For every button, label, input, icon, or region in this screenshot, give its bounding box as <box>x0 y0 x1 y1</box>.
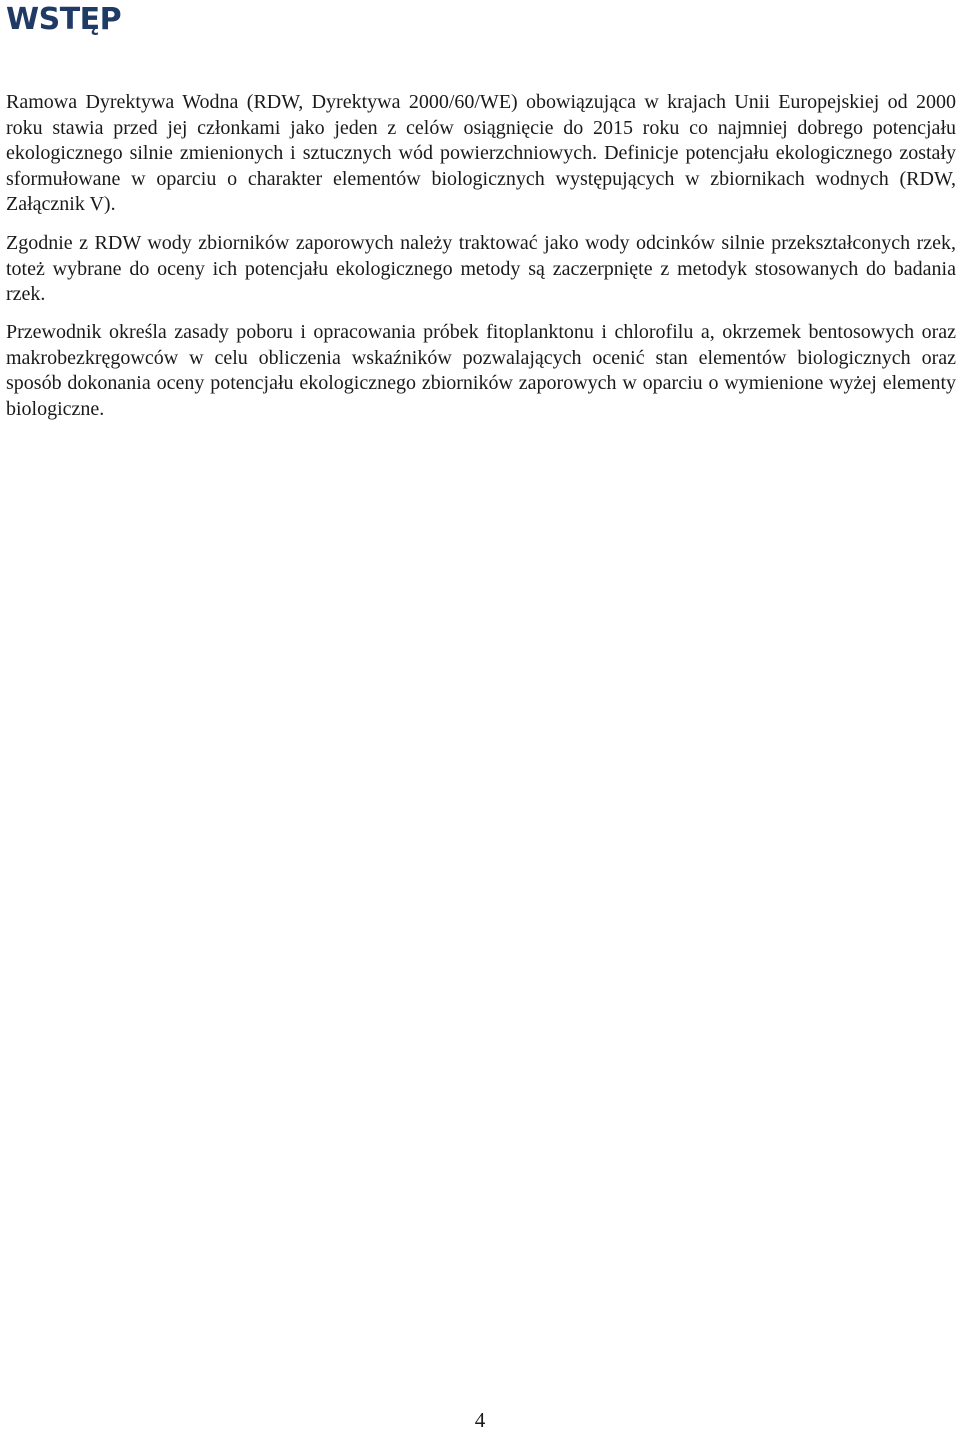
page-title: WSTĘP <box>6 2 122 37</box>
paragraph-guide-scope: Przewodnik określa zasady poboru i opracowania próbek fitoplanktonu i chlorofilu a, okrzemek bentosowych oraz makrobezkręgowców w celu obliczenia wskaźników pozwalających ocenić stan elementów biologicznych oraz sposób dokonania oceny potencjału ekologicznego zbiorników zaporowych w oparciu o wymienione wyżej elementy biologiczne. <box>6 321 956 420</box>
page-number: 4 <box>474 1408 486 1432</box>
paragraph-rdw-reservoirs: Zgodnie z RDW wody zbiorników zaporowych należy traktować jako wody odcinków silnie przekształconych rzek, toteż wybrane do oceny ich potencjału ekologicznego metody są zaczerpnięte z metodyk stosowanych do badania rzek. <box>6 232 956 305</box>
paragraph-intro: Ramowa Dyrektywa Wodna (RDW, Dyrektywa 2000/60/WE) obowiązująca w krajach Unii Europejskiej od 2000 roku stawia przed jej członkami jako jeden z celów osiągnięcie do 2015 roku co najmniej dobrego potencjału ekologicznego silnie zmienionych i sztucznych wód powierzchniowych. Definicje potencjału ekologicznego zostały sformułowane w oparciu o charakter elementów biologicznych występujących w zbiornikach wodnych (RDW, Załącznik V). <box>6 91 956 215</box>
